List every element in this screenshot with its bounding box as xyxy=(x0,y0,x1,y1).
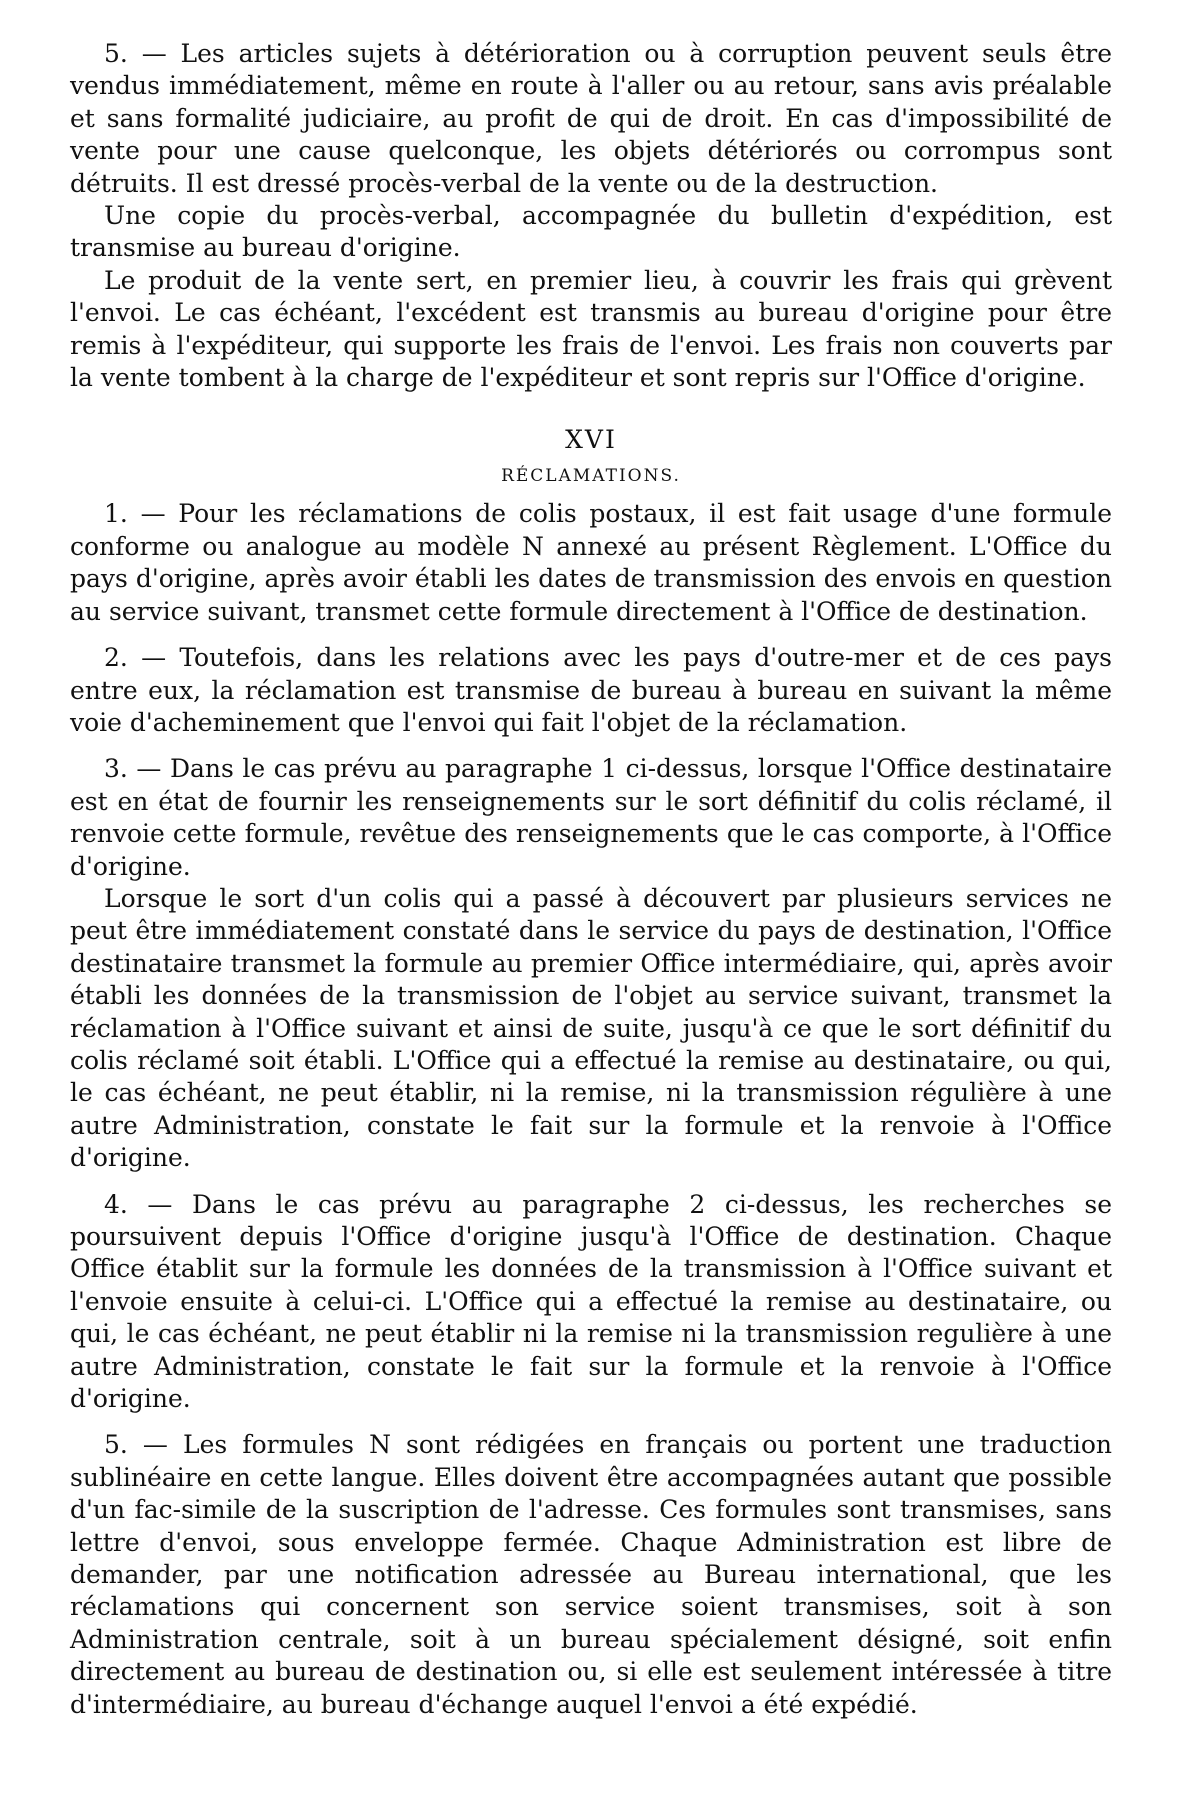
paragraph-xvi-5: 5. — Les formules N sont rédigées en français ou portent une traduction sublinéaire en cette langue. Elles doivent être accompagnées autant que possible d'un fac-simile de la suscription de l'adresse. Ces formules sont transmises, sans lettre d'envoi, sous enveloppe fermée. Chaque Administration est libre de demander, par une notification adressée au Bureau international, que les réclamations qui concernent son service soient transmises, soit à son Administration centrale, soit à un bureau spécialement désigné, soit enfin directement au bureau de destination ou, si elle est seulement intéressée à titre d'intermédiaire, au bureau d'échange auquel l'envoi a été expédié. xyxy=(70,1430,1112,1719)
section-title: RÉCLAMATIONS. xyxy=(501,466,681,487)
paragraph-xv-5-copy: Une copie du procès-verbal, accompagnée du bulletin d'expédition, est transmise au bureau d'origine. xyxy=(70,201,1112,263)
paragraph-xv-5: 5. — Les articles sujets à détérioration ou à corruption peuvent seuls être vendus immédiatement, même en route à l'aller ou au retour, sans avis préalable et sans formalité judiciaire, au profit de qui de droit. En cas d'impossibilité de vente pour une cause quelconque, les objets détériorés ou corrompus sont détruits. Il est dressé procès-verbal de la vente ou de la destruction. xyxy=(70,39,1112,198)
paragraph-xvi-3-continued: Lorsque le sort d'un colis qui a passé à découvert par plusieurs services ne peut être immédiatement constaté dans le service du pays de destination, l'Office destinataire transmet la formule au premier Office intermédiaire, qui, après avoir établi les données de la transmission de l'objet au service suivant, transmet la réclamation à l'Office suivant et ainsi de suite, jusqu'à ce que le sort définitif du colis réclamé soit établi. L'Office qui a effectué la remise au destinataire, ou qui, le cas échéant, ne peut établir, ni la remise, ni la transmission régulière à une autre Administration, constate le fait sur la formule et la renvoie à l'Office d'origine. xyxy=(70,883,1112,1173)
paragraph-xvi-2: 2. — Toutefois, dans les relations avec les pays d'outre-mer et de ces pays entre eux, la réclamation est transmise de bureau à bureau en suivant la même voie d'acheminement que l'envoi qui fait l'objet de la réclamation. xyxy=(70,643,1112,737)
paragraph-xvi-1: 1. — Pour les réclamations de colis postaux, il est fait usage d'une formule conforme ou analogue au modèle N annexé au présent Règlement. L'Office du pays d'origine, après avoir établi les dates de transmission des envois en question au service suivant, transmet cette formule directement à l'Office de destination. xyxy=(70,499,1112,626)
section-number: XVI xyxy=(565,425,617,455)
document-page xyxy=(70,38,1112,1721)
paragraph-xv-5-proceeds: Le produit de la vente sert, en premier lieu, à couvrir les frais qui grèvent l'envoi. Le cas échéant, l'excédent est transmis au bureau d'origine pour être remis à l'expéditeur, qui supporte les frais de l'envoi. Les frais non couverts par la vente tombent à la charge de l'expéditeur et sont repris sur l'Office d'origine. xyxy=(70,265,1112,393)
paragraph-xvi-3: 3. — Dans le cas prévu au paragraphe 1 ci-dessus, lorsque l'Office destinataire est en état de fournir les renseignements sur le sort définitif du colis réclamé, il renvoie cette formule, revêtue des renseignements que le cas comporte, à l'Office d'origine. xyxy=(70,754,1112,881)
paragraph-xvi-4: 4. — Dans le cas prévu au paragraphe 2 ci-dessus, les recherches se poursuivent depuis l'Office d'origine jusqu'à l'Office de destination. Chaque Office établit sur la formule les données de la transmission à l'Office suivant et l'envoie ensuite à celui-ci. L'Office qui a effectué la remise au destinataire, ou qui, le cas échéant, ne peut établir ni la remise ni la transmission regulière à une autre Administration, constate le fait sur la formule et la renvoie à l'Office d'origine. xyxy=(70,1189,1112,1414)
